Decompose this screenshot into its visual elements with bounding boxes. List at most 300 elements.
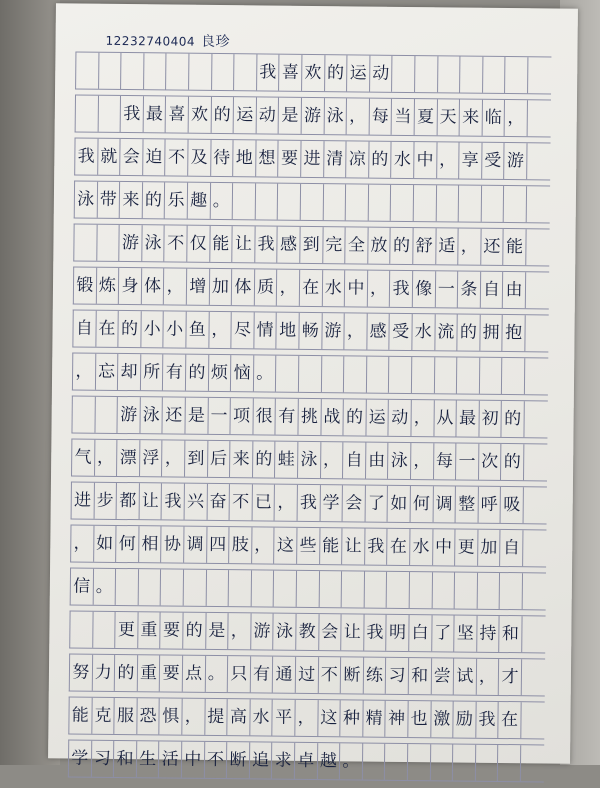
grid-cell: 神 bbox=[386, 701, 409, 737]
header-line bbox=[105, 30, 230, 51]
grid-cell bbox=[430, 744, 453, 780]
grid-cell: 凉 bbox=[346, 141, 369, 177]
grid-cell: 游 bbox=[251, 613, 274, 649]
grid-cell: 相 bbox=[139, 526, 162, 562]
grid-cell: ， bbox=[182, 699, 205, 735]
grid-cell bbox=[70, 611, 93, 647]
grid-cell: 重 bbox=[138, 612, 161, 648]
grid-cell: 有 bbox=[251, 656, 274, 692]
grid-cell: ， bbox=[458, 229, 481, 265]
grid-cell bbox=[276, 356, 299, 392]
grid-cell bbox=[436, 185, 459, 221]
grid-cell: 能 bbox=[210, 226, 233, 262]
grid-cell: 身 bbox=[119, 268, 142, 304]
grid-cell: 一 bbox=[208, 398, 231, 434]
grid-cell: 也 bbox=[408, 701, 431, 737]
student-id: 12232740404 bbox=[105, 33, 196, 49]
grid-cell: 四 bbox=[207, 527, 230, 563]
grid-row bbox=[73, 266, 549, 309]
grid-cell: 清 bbox=[324, 141, 347, 177]
grid-cell: 我 bbox=[162, 483, 185, 519]
grid-cell: 让 bbox=[341, 614, 364, 650]
grid-cell bbox=[502, 358, 525, 394]
grid-cell: 我 bbox=[297, 485, 320, 521]
grid-cell bbox=[116, 569, 139, 605]
grid-cell: 流 bbox=[435, 314, 458, 350]
grid-cell: ， bbox=[71, 525, 94, 561]
grid-row bbox=[68, 696, 544, 739]
grid-cell: ， bbox=[505, 100, 528, 136]
grid-cell: ， bbox=[411, 443, 434, 479]
grid-cell bbox=[414, 185, 437, 221]
grid-cell: 是 bbox=[206, 613, 229, 649]
grid-cell bbox=[438, 56, 461, 92]
grid-cell: 吸 bbox=[501, 487, 524, 523]
grid-cell: 教 bbox=[296, 614, 319, 650]
grid-cell: 水 bbox=[412, 314, 435, 350]
grid-cell: 的 bbox=[183, 613, 206, 649]
grid-cell: 享 bbox=[459, 143, 482, 179]
grid-cell: 加 bbox=[209, 269, 232, 305]
grid-cell: 我 bbox=[364, 615, 387, 651]
grid-cell: 尝 bbox=[431, 658, 454, 694]
grid-cell: 我 bbox=[476, 702, 499, 738]
grid-cell: 有 bbox=[276, 399, 299, 435]
grid-cell: 试 bbox=[454, 658, 477, 694]
grid-cell: 让 bbox=[232, 226, 255, 262]
grid-cell: 适 bbox=[436, 228, 459, 264]
grid-cell: 我 bbox=[255, 226, 278, 262]
grid-cell: 精 bbox=[363, 701, 386, 737]
grid-cell: 高 bbox=[227, 699, 250, 735]
grid-cell: 游 bbox=[302, 98, 325, 134]
grid-cell: 进 bbox=[72, 482, 95, 518]
grid-cell: ， bbox=[162, 440, 185, 476]
grid-cell: 自 bbox=[500, 530, 523, 566]
grid-cell: 在 bbox=[96, 311, 119, 347]
grid-cell: 锻 bbox=[74, 267, 97, 303]
grid-cell: 如 bbox=[94, 526, 117, 562]
grid-row bbox=[71, 438, 547, 481]
grid-cell: 更 bbox=[455, 530, 478, 566]
grid-cell: 浮 bbox=[140, 440, 163, 476]
grid-cell: 通 bbox=[273, 657, 296, 693]
grid-cell: 游 bbox=[504, 143, 527, 179]
grid-cell bbox=[74, 224, 97, 260]
grid-cell: 了 bbox=[432, 615, 455, 651]
grid-cell: 自 bbox=[73, 310, 96, 346]
grid-cell: 肢 bbox=[229, 527, 252, 563]
grid-cell: 的 bbox=[115, 655, 138, 691]
grid-cell: ， bbox=[209, 312, 232, 348]
grid-cell: ， bbox=[347, 98, 370, 134]
grid-cell: 和 bbox=[114, 741, 137, 777]
grid-cell: 的 bbox=[457, 315, 480, 351]
grid-cell: 的 bbox=[369, 142, 392, 178]
grid-cell: 能 bbox=[69, 697, 92, 733]
grid-cell: 自 bbox=[480, 272, 503, 308]
grid-cell: 来 bbox=[460, 100, 483, 136]
grid-cell: 和 bbox=[409, 658, 432, 694]
grid-cell: 运 bbox=[347, 55, 370, 91]
grid-cell: 才 bbox=[499, 659, 522, 695]
grid-cell: 断 bbox=[341, 657, 364, 693]
grid-cell: 初 bbox=[479, 401, 502, 437]
grid-cell: 呼 bbox=[478, 487, 501, 523]
grid-cell: 水 bbox=[250, 699, 273, 735]
grid-cell: 我 bbox=[390, 271, 413, 307]
grid-cell: 是 bbox=[279, 98, 302, 134]
grid-cell: 条 bbox=[458, 272, 481, 308]
grid-cell: 不 bbox=[204, 742, 227, 778]
grid-cell: 泳 bbox=[142, 225, 165, 261]
grid-cell: 都 bbox=[117, 483, 140, 519]
grid-cell bbox=[389, 357, 412, 393]
grid-cell: 想 bbox=[256, 140, 279, 176]
grid-cell: 中 bbox=[182, 742, 205, 778]
grid-cell: 。 bbox=[210, 183, 233, 219]
grid-cell bbox=[206, 570, 229, 606]
grid-cell: 待 bbox=[211, 140, 234, 176]
grid-cell: 我 bbox=[121, 96, 144, 132]
grid-cell: 点 bbox=[183, 656, 206, 692]
grid-cell: 的 bbox=[501, 444, 524, 480]
grid-row bbox=[71, 395, 547, 438]
grid-cell: 泳 bbox=[75, 181, 98, 217]
grid-cell: 漂 bbox=[117, 440, 140, 476]
grid-cell: ， bbox=[368, 271, 391, 307]
grid-cell: 在 bbox=[300, 270, 323, 306]
grid-cell: 追 bbox=[250, 742, 273, 778]
grid-cell: 迫 bbox=[143, 139, 166, 175]
grid-cell: 恐 bbox=[137, 698, 160, 734]
grid-cell: 还 bbox=[481, 229, 504, 265]
grid-cell: 求 bbox=[272, 743, 295, 779]
grid-row bbox=[72, 352, 548, 395]
grid-cell: 却 bbox=[118, 354, 141, 390]
grid-cell bbox=[455, 572, 478, 608]
grid-cell bbox=[481, 186, 504, 222]
grid-cell: 恼 bbox=[231, 355, 254, 391]
grid-cell bbox=[387, 572, 410, 608]
grid-cell: 不 bbox=[165, 225, 188, 261]
grid-cell bbox=[93, 612, 116, 648]
grid-cell: 由 bbox=[503, 272, 526, 308]
grid-cell: 小 bbox=[164, 311, 187, 347]
grid-cell: 这 bbox=[318, 700, 341, 736]
grid-cell: ， bbox=[95, 440, 118, 476]
grid-row bbox=[71, 481, 547, 524]
grid-row bbox=[74, 180, 550, 223]
grid-cell: 当 bbox=[392, 99, 415, 135]
grid-cell: 。 bbox=[254, 355, 277, 391]
grid-row bbox=[72, 309, 548, 352]
grid-cell bbox=[278, 184, 301, 220]
grid-cell: 和 bbox=[499, 616, 522, 652]
grid-cell: 及 bbox=[188, 140, 211, 176]
grid-cell: 地 bbox=[233, 140, 256, 176]
grid-cell bbox=[299, 356, 322, 392]
grid-cell: 地 bbox=[277, 313, 300, 349]
grid-cell: 会 bbox=[343, 485, 366, 521]
writing-grid bbox=[68, 51, 552, 787]
grid-cell: 临 bbox=[482, 100, 505, 136]
grid-cell: 动 bbox=[256, 97, 279, 133]
grid-cell: 一 bbox=[456, 444, 479, 480]
grid-cell: 游 bbox=[119, 225, 142, 261]
grid-cell: 明 bbox=[387, 615, 410, 651]
grid-cell bbox=[364, 572, 387, 608]
grid-cell: 。 bbox=[340, 743, 363, 779]
grid-cell bbox=[274, 571, 297, 607]
grid-cell: 的 bbox=[211, 97, 234, 133]
grid-cell bbox=[460, 57, 483, 93]
grid-cell: 更 bbox=[115, 612, 138, 648]
grid-cell: 练 bbox=[363, 658, 386, 694]
grid-cell: 运 bbox=[234, 97, 257, 133]
grid-cell: 让 bbox=[342, 528, 365, 564]
grid-cell: 最 bbox=[143, 96, 166, 132]
grid-cell: 喜 bbox=[279, 55, 302, 91]
grid-cell bbox=[98, 96, 121, 132]
grid-cell: 水 bbox=[410, 529, 433, 565]
grid-cell: 白 bbox=[409, 615, 432, 651]
grid-cell bbox=[476, 745, 499, 781]
grid-cell bbox=[121, 53, 144, 89]
grid-cell: 质 bbox=[255, 269, 278, 305]
grid-cell bbox=[432, 572, 455, 608]
grid-cell: 体 bbox=[232, 269, 255, 305]
grid-cell: 提 bbox=[205, 699, 228, 735]
grid-cell: 活 bbox=[159, 741, 182, 777]
grid-cell: 体 bbox=[142, 268, 165, 304]
grid-cell: 持 bbox=[477, 616, 500, 652]
grid-cell bbox=[385, 744, 408, 780]
grid-cell bbox=[229, 570, 252, 606]
grid-cell: 每 bbox=[369, 99, 392, 135]
grid-cell bbox=[500, 573, 523, 609]
grid-cell: 受 bbox=[390, 314, 413, 350]
grid-cell: 整 bbox=[456, 487, 479, 523]
grid-cell: 趣 bbox=[188, 183, 211, 219]
grid-cell: 后 bbox=[208, 441, 231, 477]
student-name: 良珍 bbox=[200, 33, 231, 51]
grid-cell bbox=[408, 744, 431, 780]
grid-cell: 力 bbox=[92, 655, 115, 691]
grid-cell bbox=[76, 96, 99, 132]
grid-cell bbox=[319, 571, 342, 607]
grid-cell bbox=[166, 53, 189, 89]
grid-cell bbox=[483, 57, 506, 93]
grid-cell: 拥 bbox=[480, 315, 503, 351]
grid-cell: 。 bbox=[205, 656, 228, 692]
grid-cell bbox=[344, 356, 367, 392]
grid-cell: 信 bbox=[71, 568, 94, 604]
grid-cell: 乐 bbox=[165, 182, 188, 218]
grid-cell bbox=[138, 569, 161, 605]
grid-cell bbox=[368, 185, 391, 221]
grid-cell: 励 bbox=[453, 701, 476, 737]
grid-cell bbox=[301, 184, 324, 220]
grid-cell: ， bbox=[164, 268, 187, 304]
grid-cell: 放 bbox=[368, 228, 391, 264]
grid-cell: ， bbox=[437, 142, 460, 178]
grid-cell: 调 bbox=[433, 486, 456, 522]
grid-cell: 的 bbox=[344, 399, 367, 435]
grid-cell: 会 bbox=[319, 614, 342, 650]
grid-cell: 中 bbox=[414, 142, 437, 178]
grid-cell bbox=[505, 57, 528, 93]
grid-cell: 的 bbox=[253, 441, 276, 477]
grid-cell: 还 bbox=[163, 397, 186, 433]
grid-cell: 夏 bbox=[415, 99, 438, 135]
grid-cell: ， bbox=[411, 400, 434, 436]
composition-paper bbox=[48, 3, 578, 772]
grid-cell: 的 bbox=[186, 355, 209, 391]
grid-cell: 。 bbox=[93, 569, 116, 605]
grid-cell bbox=[297, 571, 320, 607]
grid-cell bbox=[504, 186, 527, 222]
grid-cell: 由 bbox=[366, 443, 389, 479]
grid-cell: 很 bbox=[253, 398, 276, 434]
grid-cell bbox=[412, 357, 435, 393]
grid-cell: 忘 bbox=[96, 354, 119, 390]
grid-cell bbox=[233, 183, 256, 219]
grid-cell: 重 bbox=[138, 655, 161, 691]
grid-cell: 越 bbox=[317, 743, 340, 779]
grid-row bbox=[75, 94, 551, 137]
grid-cell: 舒 bbox=[413, 228, 436, 264]
grid-cell: 有 bbox=[163, 354, 186, 390]
grid-cell: 蛙 bbox=[275, 442, 298, 478]
grid-cell bbox=[457, 358, 480, 394]
grid-cell: 到 bbox=[185, 441, 208, 477]
grid-cell: 炼 bbox=[96, 268, 119, 304]
grid-cell: 要 bbox=[161, 612, 184, 648]
grid-cell: ， bbox=[275, 485, 298, 521]
grid-cell: 学 bbox=[320, 485, 343, 521]
grid-cell: 天 bbox=[437, 99, 460, 135]
grid-cell: 是 bbox=[185, 398, 208, 434]
grid-cell: 在 bbox=[499, 702, 522, 738]
grid-cell: 就 bbox=[98, 139, 121, 175]
grid-cell: 抱 bbox=[503, 315, 526, 351]
grid-cell: 带 bbox=[97, 182, 120, 218]
grid-cell: 欢 bbox=[302, 55, 325, 91]
grid-cell: 中 bbox=[345, 270, 368, 306]
grid-cell bbox=[97, 225, 120, 261]
grid-cell: 受 bbox=[482, 143, 505, 179]
grid-cell: 欢 bbox=[189, 97, 212, 133]
grid-cell bbox=[99, 53, 122, 89]
grid-cell bbox=[144, 53, 167, 89]
grid-cell bbox=[72, 396, 95, 432]
grid-cell: 学 bbox=[69, 740, 92, 776]
grid-cell: 尽 bbox=[232, 312, 255, 348]
grid-cell: 鱼 bbox=[186, 312, 209, 348]
grid-cell bbox=[477, 573, 500, 609]
grid-cell: 泳 bbox=[140, 397, 163, 433]
grid-cell: 何 bbox=[410, 486, 433, 522]
grid-cell: 的 bbox=[502, 401, 525, 437]
grid-cell: 兴 bbox=[185, 484, 208, 520]
grid-cell: 的 bbox=[119, 311, 142, 347]
grid-cell: 畅 bbox=[299, 313, 322, 349]
grid-cell: 到 bbox=[300, 227, 323, 263]
grid-row bbox=[73, 223, 549, 266]
grid-cell: 从 bbox=[434, 400, 457, 436]
grid-cell: 动 bbox=[370, 56, 393, 92]
grid-cell: 的 bbox=[391, 228, 414, 264]
grid-cell: 泳 bbox=[324, 98, 347, 134]
grid-cell: 喜 bbox=[166, 96, 189, 132]
grid-row bbox=[74, 137, 550, 180]
grid-cell: 战 bbox=[321, 399, 344, 435]
grid-cell: 种 bbox=[340, 700, 363, 736]
grid-cell: 加 bbox=[478, 530, 501, 566]
grid-cell bbox=[346, 184, 369, 220]
grid-cell: 生 bbox=[137, 741, 160, 777]
grid-row bbox=[69, 610, 545, 653]
grid-cell: 习 bbox=[386, 658, 409, 694]
grid-cell: ， bbox=[344, 313, 367, 349]
grid-cell bbox=[234, 54, 257, 90]
grid-cell bbox=[189, 54, 212, 90]
grid-cell: 惧 bbox=[160, 698, 183, 734]
grid-cell bbox=[459, 186, 482, 222]
grid-cell: 情 bbox=[254, 312, 277, 348]
grid-cell: 我 bbox=[257, 54, 280, 90]
grid-cell: 些 bbox=[297, 528, 320, 564]
grid-cell: 的 bbox=[325, 55, 348, 91]
grid-cell: ， bbox=[277, 270, 300, 306]
grid-cell: 游 bbox=[118, 397, 141, 433]
grid-cell: 服 bbox=[115, 698, 138, 734]
grid-cell: 完 bbox=[323, 227, 346, 263]
grid-cell: 要 bbox=[279, 141, 302, 177]
grid-cell: 最 bbox=[457, 401, 480, 437]
grid-cell: 会 bbox=[120, 139, 143, 175]
grid-row bbox=[70, 524, 546, 567]
grid-cell: 克 bbox=[92, 698, 115, 734]
grid-cell: 仅 bbox=[187, 226, 210, 262]
grid-cell: 要 bbox=[160, 655, 183, 691]
grid-cell bbox=[212, 54, 235, 90]
grid-cell: 所 bbox=[141, 354, 164, 390]
grid-cell: 来 bbox=[120, 182, 143, 218]
grid-cell bbox=[391, 185, 414, 221]
grid-cell: 小 bbox=[141, 311, 164, 347]
grid-cell: 步 bbox=[94, 483, 117, 519]
grid-cell: 的 bbox=[143, 182, 166, 218]
grid-cell: 运 bbox=[366, 400, 389, 436]
grid-cell: 我 bbox=[365, 529, 388, 565]
grid-cell: 如 bbox=[388, 486, 411, 522]
grid-cell: 何 bbox=[116, 526, 139, 562]
grid-cell: 水 bbox=[391, 142, 414, 178]
grid-cell bbox=[342, 571, 365, 607]
grid-cell bbox=[410, 572, 433, 608]
grid-row bbox=[69, 653, 545, 696]
grid-cell: 次 bbox=[479, 444, 502, 480]
grid-cell: 断 bbox=[227, 742, 250, 778]
grid-cell: 不 bbox=[166, 139, 189, 175]
grid-cell: 像 bbox=[413, 271, 436, 307]
grid-cell: 挑 bbox=[298, 399, 321, 435]
grid-cell: ， bbox=[295, 700, 318, 736]
grid-cell: 感 bbox=[278, 227, 301, 263]
grid-cell: 全 bbox=[345, 227, 368, 263]
